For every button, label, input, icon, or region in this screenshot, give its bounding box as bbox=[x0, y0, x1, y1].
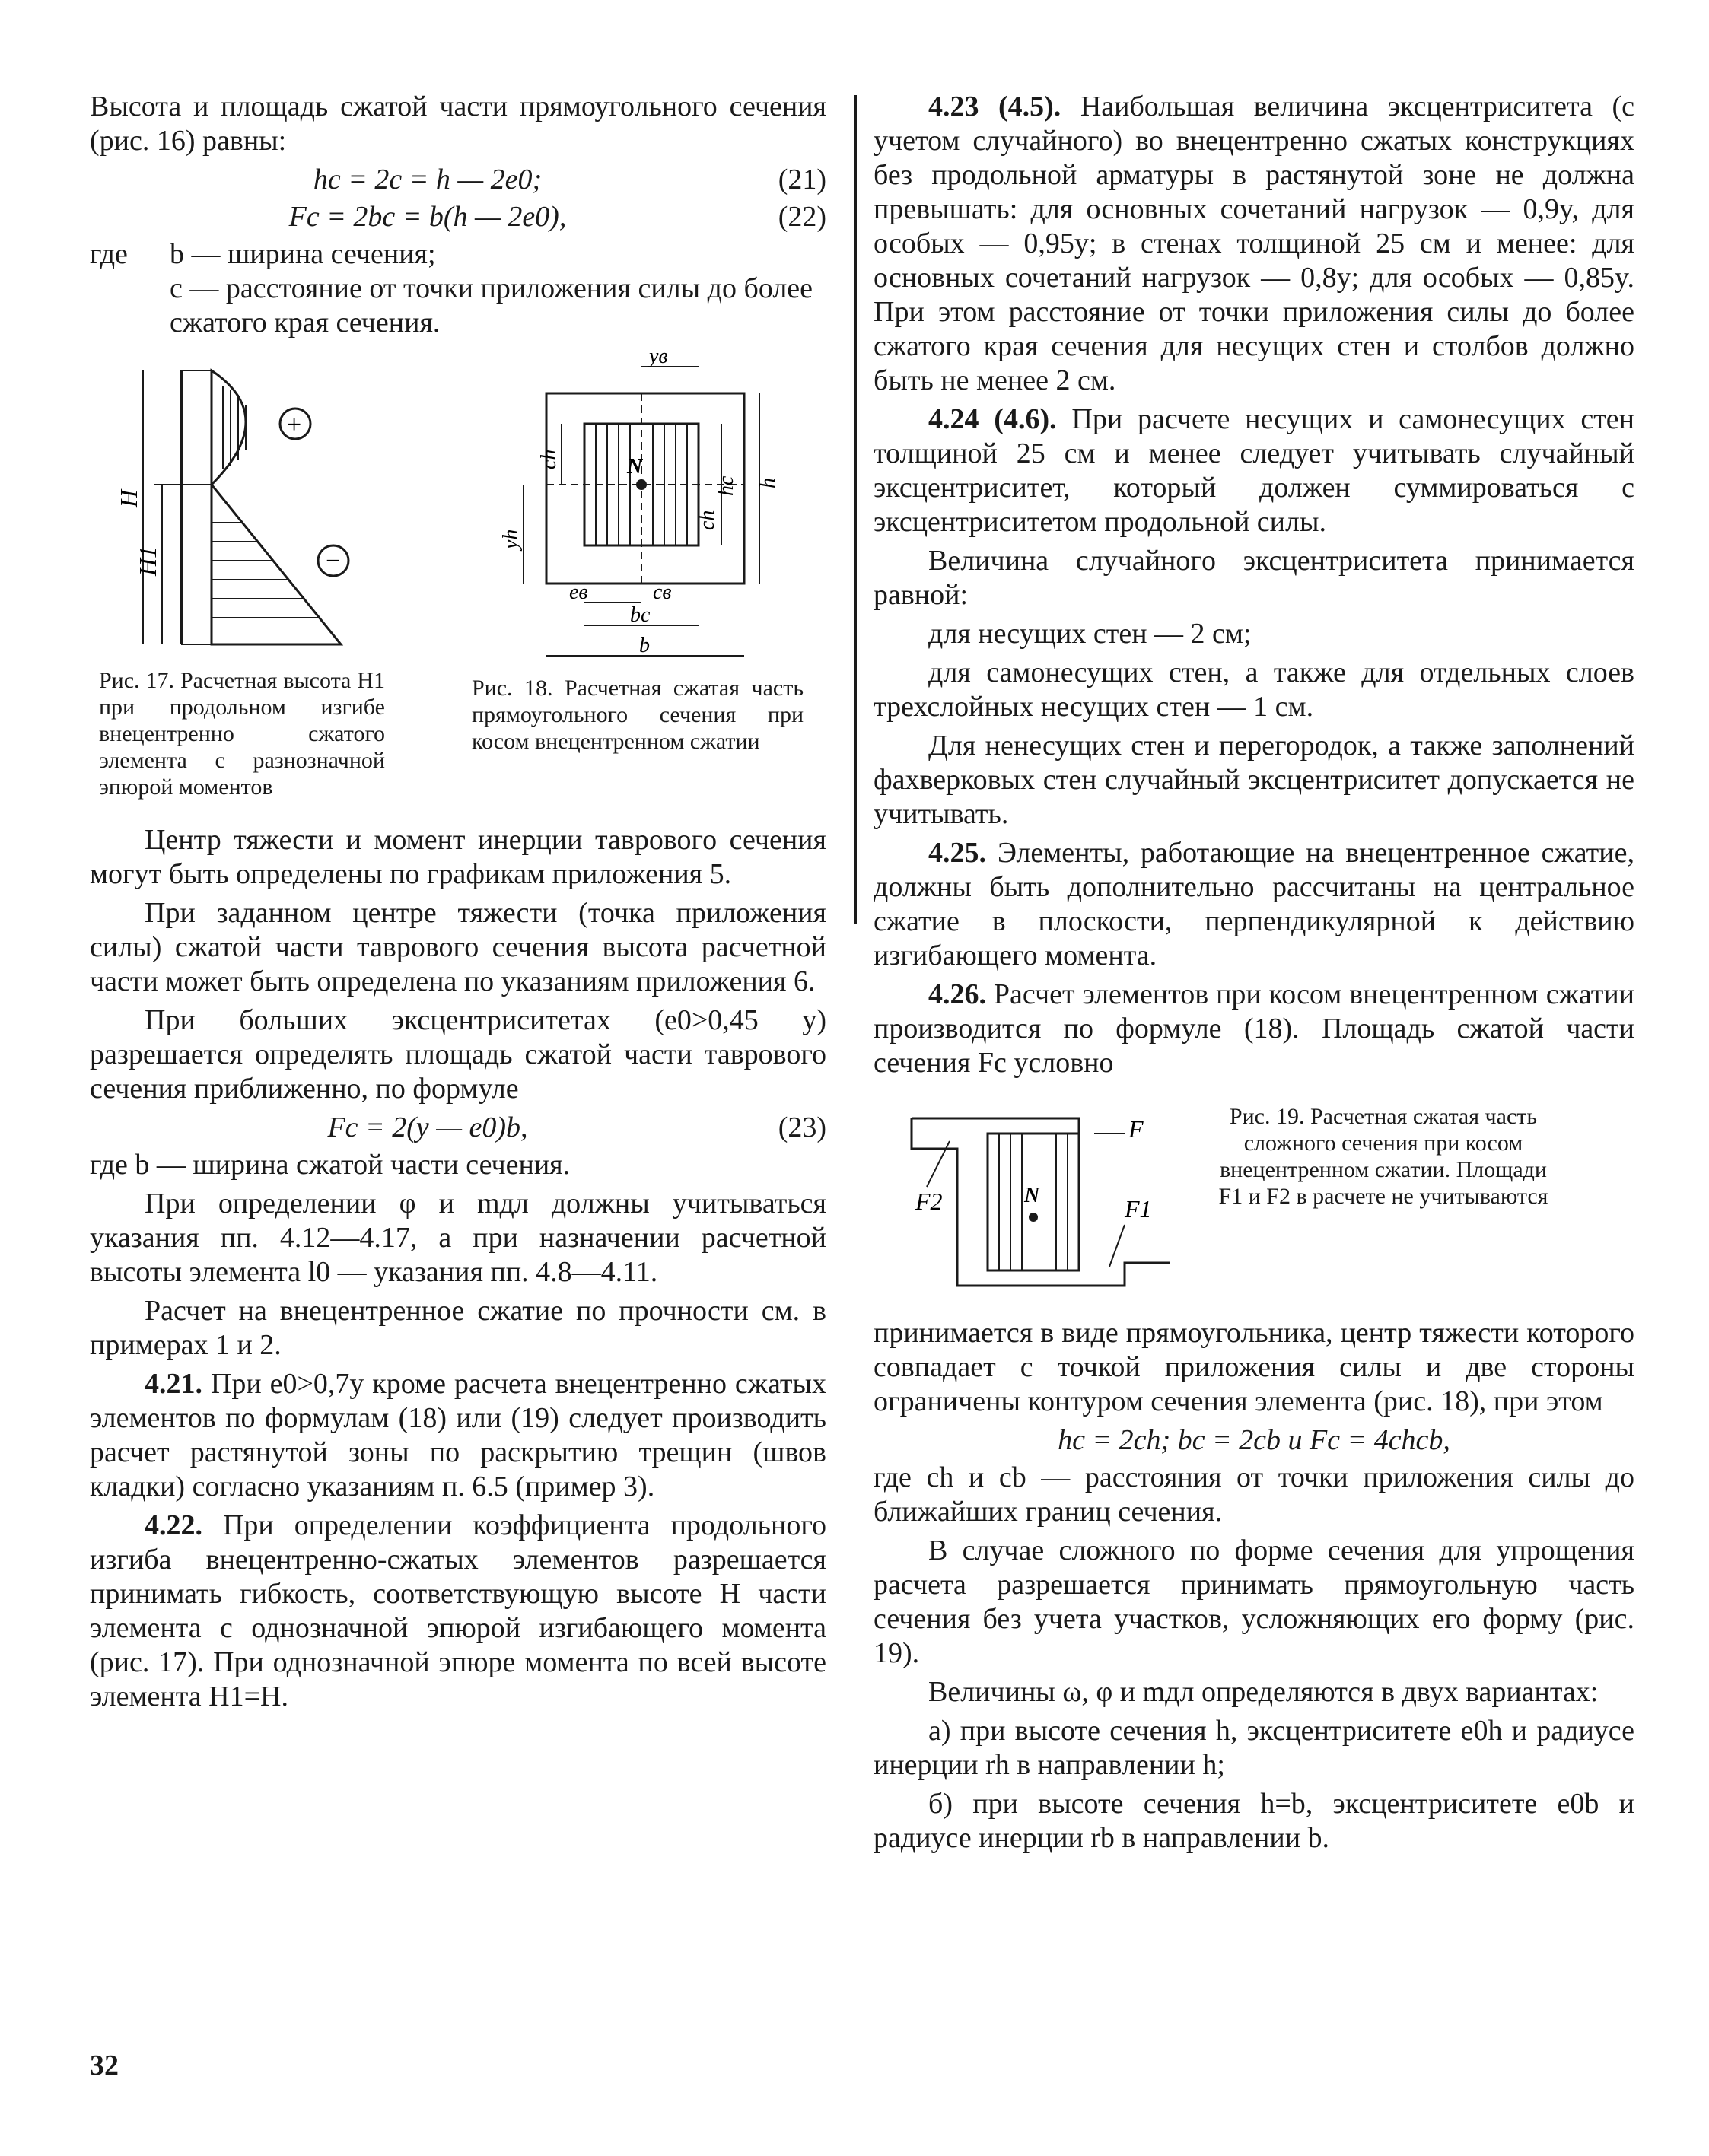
figure-19-caption: Рис. 19. Расчетная сжатая часть сложного сечения при косом внецентренном сжатии. Площади F1 и F2 в расчете не учитываются bbox=[1218, 1104, 1548, 1209]
paragraph: 4.24 (4.6). При расчете несущих и самонесущих стен толщиной 25 см и менее следует учитывать случайный эксцентриситет, который должен суммироваться с эксцентриситетом продольной силы. bbox=[874, 403, 1634, 538]
paragraph: где b — ширина сжатой части сечения. bbox=[90, 1149, 571, 1181]
label-hc: hc bbox=[714, 475, 738, 496]
complex-section-graphic bbox=[874, 1103, 1193, 1293]
minus-sign: − bbox=[326, 547, 341, 575]
label-b: b bbox=[639, 634, 650, 657]
page-number: 32 bbox=[90, 2049, 119, 2081]
paragraph: для самонесущих стен, а также для отдельных слоев трехслойных несущих стен — 1 см. bbox=[874, 657, 1634, 723]
paragraph: 4.26. Расчет элементов при косом внецентренном сжатии производится по формуле (18). Площадь сжатой части сечения Fc условно bbox=[874, 978, 1634, 1079]
label-yb: yв bbox=[649, 348, 668, 368]
paragraph: Величины ω, φ и mдл определяются в двух вариантах: bbox=[928, 1676, 1599, 1708]
paragraph: Центр тяжести и момент инерции таврового сечения могут быть определены по графикам приложения 5. bbox=[90, 824, 826, 890]
paragraph: 4.22. При определении коэффициента продольного изгиба внецентренно-сжатых элементов разрешается принимать гибкость, соответствующую высоте H части элемента с однозначной эпюрой изгибающего момента (рис. 17). При однозначной эпюре момента по всей высоте элемента H1=H. bbox=[90, 1509, 826, 1712]
paragraph: а) при высоте сечения h, эксцентриситете e0h и радиусе инерции rh в направлении h; bbox=[874, 1715, 1634, 1781]
rectangular-section-graphic bbox=[463, 348, 813, 675]
where-block: где b — ширина сечения; c — расстояние от точки приложения силы до более сжатого края сечения. bbox=[90, 238, 813, 339]
figures-17-18 bbox=[90, 348, 826, 800]
formula-23: Fc = 2(y — e0)b, (23) bbox=[327, 1111, 826, 1143]
label-N: N bbox=[627, 455, 643, 479]
left-column bbox=[90, 90, 826, 1719]
paragraph: для несущих стен — 2 см; bbox=[928, 618, 1252, 650]
paragraph: Для ненесущих стен и перегородок, а также заполнений фахверковых стен случайный эксцентриситет допускается не учитывать. bbox=[874, 730, 1634, 830]
figure-18-caption: Рис. 18. Расчетная сжатая часть прямоугольного сечения при косом внецентренном сжатии bbox=[472, 676, 804, 754]
paragraph: б) при высоте сечения h=b, эксцентриситете e0b и радиусе инерции rb в направлении b. bbox=[874, 1788, 1634, 1854]
paragraph: При определении φ и mдл должны учитываться указания пп. 4.12—4.17, а при назначении расчетной высоты элемента l0 — указания пп. 4.8—4.11. bbox=[90, 1188, 826, 1288]
label-F: F bbox=[1128, 1115, 1144, 1143]
paragraph: При больших эксцентриситетах (e0>0,45 y) разрешается определять площадь сжатой части таврового сечения приближенно, по формуле bbox=[90, 1004, 826, 1105]
label-N: N bbox=[1024, 1184, 1040, 1207]
paragraph: принимается в виде прямоугольника, центр тяжести которого совпадает с точкой приложения силы и две стороны ограничены контуром сечения элемента (рис. 18), при этом bbox=[874, 1317, 1634, 1417]
paragraph: 4.25. Элементы, работающие на внецентренное сжатие, должны быть дополнительно рассчитаны на центральное сжатие в плоскости, перпендикулярной к действию изгибающего момента. bbox=[874, 837, 1634, 971]
paragraph: Величина случайного эксцентриситета принимается равной: bbox=[874, 545, 1634, 611]
right-column bbox=[874, 90, 1634, 1860]
paragraph: Высота и площадь сжатой части прямоугольного сечения (рис. 16) равны: bbox=[90, 91, 826, 157]
label-cb: cв bbox=[653, 580, 672, 604]
paragraph: В случае сложного по форме сечения для упрощения расчета разрешается принимать прямоугольную часть сечения без учета участков, усложняющих его форму (рис. 19). bbox=[874, 1534, 1634, 1669]
label-F2: F2 bbox=[915, 1188, 943, 1215]
label-h: h bbox=[756, 478, 780, 488]
label-F1: F1 bbox=[1125, 1195, 1152, 1223]
plus-sign: + bbox=[287, 411, 302, 439]
figure-18 bbox=[463, 348, 813, 800]
label-ch-right: ch bbox=[695, 510, 719, 530]
paragraph: где ch и cb — расстояния от точки приложения силы до ближайших границ сечения. bbox=[874, 1461, 1634, 1528]
figure-19 bbox=[874, 1103, 1634, 1293]
paragraph: Расчет на внецентренное сжатие по прочности см. в примерах 1 и 2. bbox=[90, 1295, 826, 1361]
column-divider bbox=[854, 95, 857, 924]
label-ch: ch bbox=[537, 449, 561, 469]
paragraph: При заданном центре тяжести (точка приложения силы) сжатой части таврового сечения высота расчетной части может быть определена по указаниям приложения 6. bbox=[90, 897, 826, 997]
label-H1: H1 bbox=[134, 545, 161, 576]
formula-21: hc = 2c = h — 2e0; (21) bbox=[313, 164, 826, 196]
label-yh: yh bbox=[499, 529, 523, 549]
formula-22: Fc = 2bc = b(h — 2e0), (22) bbox=[288, 201, 826, 233]
label-bc: bc bbox=[630, 603, 651, 627]
moment-diagram-graphic bbox=[90, 348, 394, 667]
figure-17 bbox=[90, 348, 394, 800]
figure-17-caption: Рис. 17. Расчетная высота H1 при продольном изгибе внецентренно сжатого элемента с разнозначной эпюрой моментов bbox=[99, 668, 385, 800]
label-H: H bbox=[115, 489, 142, 507]
label-eb: eв bbox=[569, 580, 588, 604]
formula-24: hc = 2ch; bc = 2cb и Fc = 4chcb, bbox=[1058, 1424, 1450, 1456]
paragraph: 4.21. При e0>0,7y кроме расчета внецентренно сжатых элементов по формулам (18) или (19) следует производить расчет растянутой зоны по раскрытию трещин (швов кладки) согласно указаниям п. 6.5 (пример 3). bbox=[90, 1368, 826, 1503]
paragraph: 4.23 (4.5). Наибольшая величина эксцентриситета (с учетом случайного) во внецентренно сжатых конструкциях без продольной арматуры в растянутой зоне не должна превышать: для основных сочетаний нагрузок — 0,9y, для особых — 0,95y; в стенах толщиной 25 см и менее: для основных сочетаний нагрузок — 0,8y; для особых — 0,85y. При этом расстояние от точки приложения силы до более сжатого края сечения для несущих стен и столбов должно быть не менее 2 см. bbox=[874, 91, 1634, 396]
